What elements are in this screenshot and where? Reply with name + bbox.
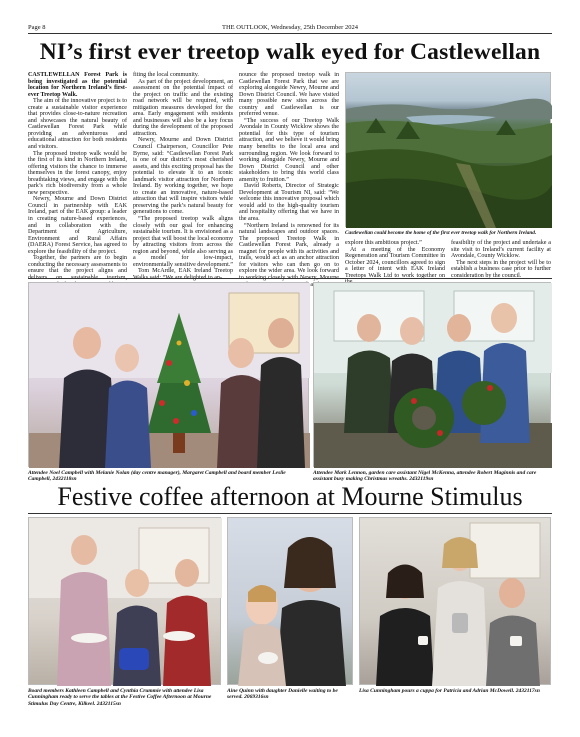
mid-photo-caption-right: Attendee Mark Lennon, garden care assistant Nigel McKenna, attendee Robert Maginnis and care assistant busy making Christmas wreaths. 2432119sn — [313, 470, 537, 483]
story1-column-3 — [239, 72, 339, 281]
mother-and-daughter — [228, 518, 354, 686]
section-divider — [28, 278, 552, 279]
group-with-christmas-tree — [29, 283, 310, 468]
story1-paragraph: Tom McArdle, EAK Ireland Treetop Walks said: “We are delighted to an- — [133, 268, 233, 281]
coffee-afternoon-photo-left — [28, 517, 221, 685]
story1-paragraph: Newry, Mourne and Down District Council Chairperson, Councillor Pete Byrne, said: “Castlewellan Forest Park is one of our district’s most cherished assets, and this exciting proposal has the potential to elevate it to an iconic landmark visitor attraction for Northern Ireland. By working together, we hope to create an innovative, nature-based attraction that will inspire visitors while preserving the park’s natural beauty for generations to come. — [133, 137, 233, 216]
story1-column-1 — [28, 72, 127, 281]
story1-column-2 — [133, 72, 234, 281]
story2-caption-right: Lisa Cunningham pours a cuppa for Patricia and Adrian McDowell. 2432117sn — [359, 688, 540, 694]
coffee-afternoon-photo-right — [359, 517, 551, 685]
day-centre-group-photo-right — [313, 282, 551, 467]
story1-paragraph: nounce the proposed treetop walk in Castlewellan Forest Park that we are exploring alongside Newry, Mourne and Down District Council. We have visited many possible new sites across the country and Castlewellan is our preferred venue. — [239, 72, 339, 118]
story1-paragraph: fiting the local community. — [133, 72, 199, 78]
story2-caption-left: Board members Kathleen Campbell and Cynthia Crummie with attendee Lisa Cunningham ready to serve the tables at the Festive Coffee Afternoon at Mourne Stimulus Day Centre, Kilkeel. 2432115sn — [28, 688, 212, 707]
story1-paragraph: “The success of our Treetop Walk Avondale in County Wicklow shows the potential for this type of tourism attraction, and we believe it would bring many benefits to the local area and surrounding region. We look forward to working alongside Newry, Mourne and Down District Council and other stakeholders to bring this world class amenity to fruition.” — [239, 117, 339, 183]
board-members-serving — [29, 518, 222, 686]
story1-paragraph: David Roberts, Director of Strategic Development at Tourism NI, said: “We welcome this innovative proposal which would add to the high-quality tourism and hospitality offering that we have in the area. — [239, 183, 339, 223]
castlewellan-forest-photo — [345, 72, 551, 227]
section-divider — [28, 513, 552, 514]
story1-paragraph: At a meeting of the Economy Regeneration and Tourism Committee in October 2024, councillors agreed to sign a letter of intent with EAK Ireland Treetops Walk Ltd to work together on — [345, 246, 445, 279]
coffee-afternoon-photo-center — [227, 517, 353, 685]
story1-column-5 — [451, 240, 551, 279]
story2-headline: Festive coffee afternoon at Mourne Stimulus — [57, 482, 523, 511]
story1-paragraph: feasibility of the project and undertake a site visit to Ireland’s current facility at Avondale, County Wicklow. — [451, 240, 551, 260]
story1-paragraph: “Northern Ireland is renowned for its natural landscapes and outdoor spaces. The proposed Treetop Walk in Castlewellan Forest Park, already a magnet for people with its activities and trails, would act as an anchor attraction for visitors who can then go on to explore the wider area. We look forward to working closely with Newry, Mourne — [239, 222, 339, 281]
story1-photo-caption: Castlewellan could become the home of the first ever treetop walk for Northern Ireland. — [345, 230, 537, 236]
story1-lead: CASTLEWELLAN Forest Park is being investigated as the potential location for Northern Ireland’s first-ever Treetop Walk. — [28, 72, 127, 98]
story1-paragraph: The proposed treetop walk would be the first of its kind in Northern Ireland, offering visitors the chance to immerse themselves in the forest canopy, enjoy breathtaking views, and engage with the park’s rich biodiversity from a whole new perspective. — [28, 150, 127, 196]
mid-photo-caption-left: Attendee Noel Campbell with Melanie Nolan (day centre manager), Margaret Campbell and board member Leslie Campbell, 2432118sn — [28, 470, 286, 483]
story1-paragraph: The aim of the innovative project is to create a sustainable visitor experience that provides close-to-nature recreation and showcases the natural beauty of Castlewellan Forest Park while providing an adventurous and educational attraction for both residents and visitors. — [28, 98, 127, 151]
story1-paragraph: Together, the partners are to begin conducting the necessary assessments to ensure that the project aligns and delivers on sustainable tourism, — [28, 255, 127, 281]
publication-dateline: THE OUTLOOK, Wednesday, 25th December 2024 — [222, 24, 358, 31]
story1-paragraph: As part of the project development, an assessment on the potential impact of the project on traffic and the existing road network will be required, with mitigation measures developed for the area. Early engagement with residents and businesses will also be a key focus during the development of the proposed attraction. — [133, 78, 233, 137]
pouring-a-cuppa — [360, 518, 552, 686]
story1-paragraph: “The proposed treetop walk aligns closely with our goal for enhancing sustainable tourism. It is envisioned as a project that will boost the local economy by attracting visitors from across the region and beyond, while also serving as a model for low-impact, environmentally sensitive development.” — [133, 216, 234, 268]
story1-paragraph: Newry, Mourne and Down District Council in partnership with EAK Ireland, part of the EAK group: a leader in creating nature-based experiences, and in collaboration with the Department of Agriculture, Environment and Rural Affairs (DAERA) Forest Service, has agreed to explore the feasibility of the project. — [28, 196, 127, 255]
page-header — [28, 24, 552, 34]
story2-caption-center: Aine Quinn with daughter Danielle waiting to be served. 2069316sn — [227, 688, 338, 701]
day-centre-group-photo-left — [28, 282, 309, 467]
story1-paragraph: explore this ambitious project.” — [345, 240, 422, 246]
forest-landscape — [346, 73, 552, 228]
group-making-wreaths — [314, 283, 552, 468]
story1-headline: NI’s first ever treetop walk eyed for Castlewellan — [39, 39, 541, 65]
story1-paragraph: The next steps in the project will be to establish a business case prior to further consideration by the council. — [451, 259, 551, 279]
story1-column-4 — [345, 240, 445, 279]
page-number: Page 8 — [28, 24, 46, 31]
